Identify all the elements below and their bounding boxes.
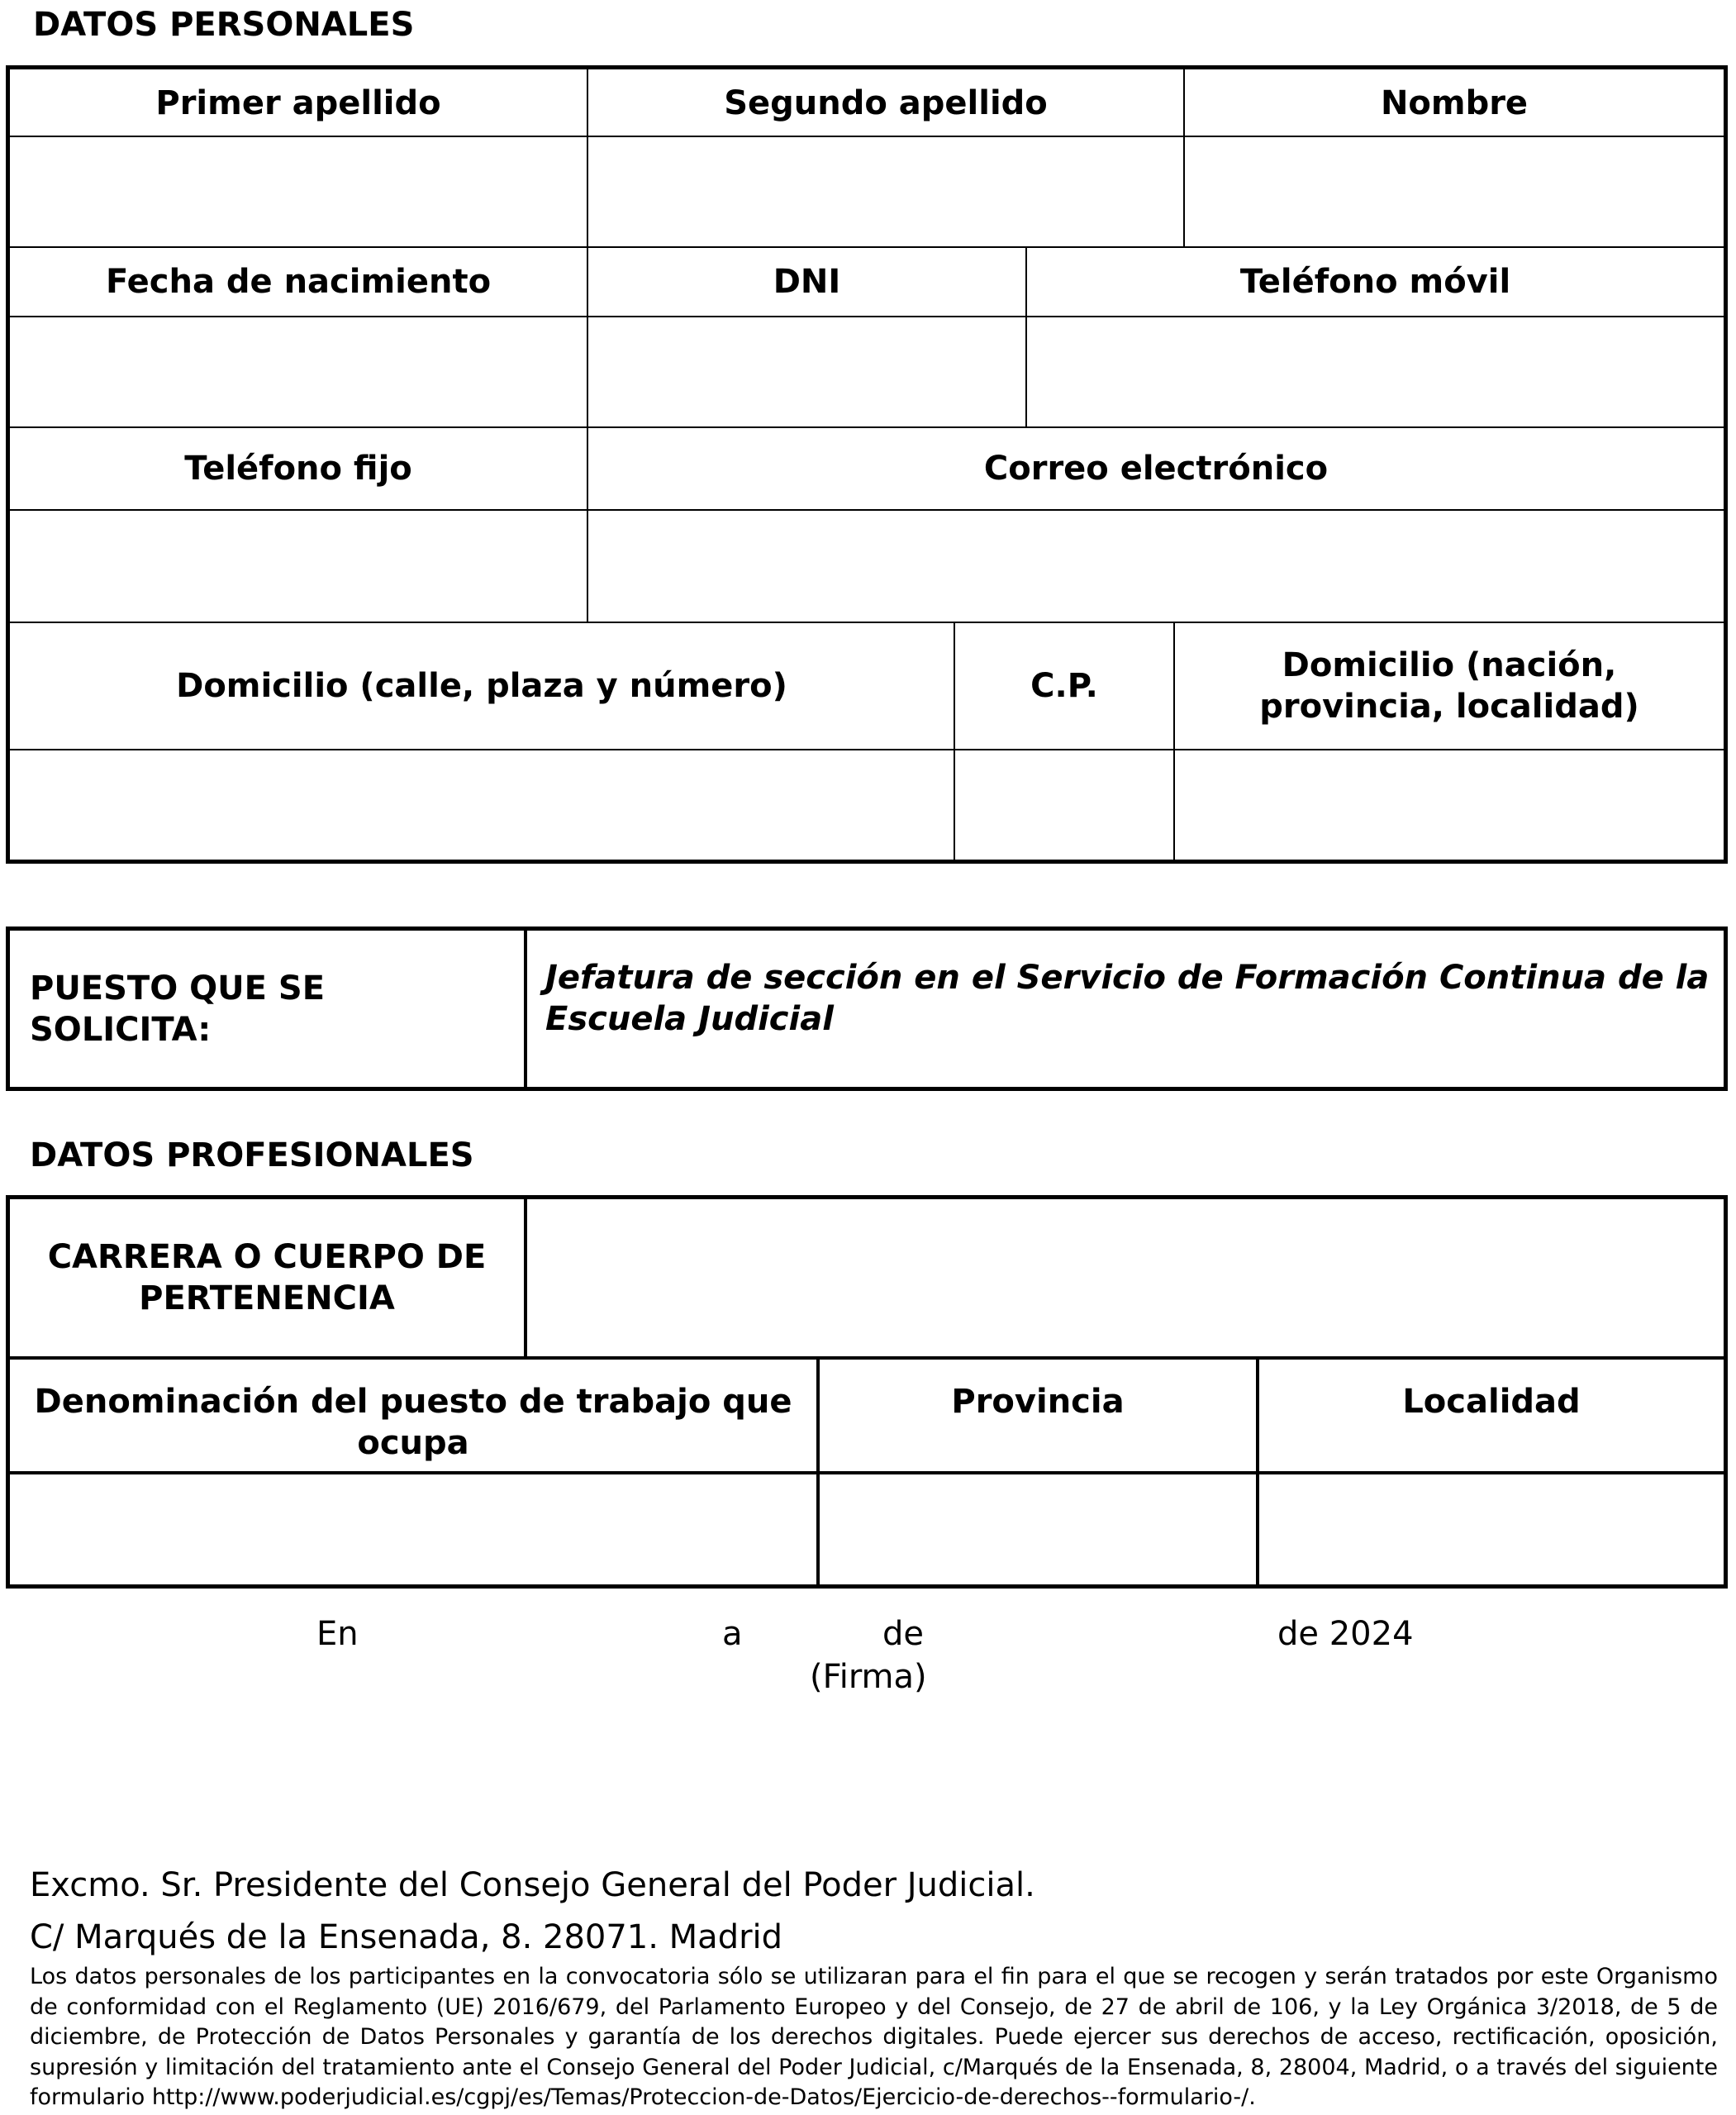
header-provincia: Provincia: [951, 1383, 1125, 1421]
firma-year: de 2024: [1277, 1615, 1414, 1653]
denominacion-field[interactable]: [10, 1474, 816, 1584]
firma-de: de: [882, 1615, 924, 1653]
puesto-value: Jefatura de sección en el Servicio de Formación Continua de la Escuela Judicial: [545, 959, 1710, 1038]
puesto-label: PUESTO QUE SE SOLICITA:: [30, 969, 326, 1049]
localidad-field[interactable]: [1259, 1474, 1724, 1584]
provincia-field[interactable]: [820, 1474, 1256, 1584]
domicilio-nacion-field[interactable]: [1175, 750, 1724, 860]
header-telefono-movil: Teléfono móvil: [1239, 263, 1511, 301]
firma-a: a: [722, 1615, 743, 1653]
header-fecha-nacimiento: Fecha de nacimiento: [105, 263, 492, 301]
cp-field[interactable]: [955, 750, 1173, 860]
header-cp: C.P.: [1030, 667, 1098, 705]
destinatario-line2: C/ Marqués de la Ensenada, 8. 28071. Madrid: [30, 1918, 783, 1956]
correo-field[interactable]: [588, 511, 1724, 622]
header-primer-apellido: Primer apellido: [155, 84, 441, 122]
header-domicilio-calle: Domicilio (calle, plaza y número): [176, 667, 787, 705]
primer-apellido-field[interactable]: [10, 137, 587, 246]
dni-field[interactable]: [588, 317, 1025, 426]
telefono-movil-field[interactable]: [1027, 317, 1724, 426]
carrera-field[interactable]: [527, 1199, 1724, 1356]
header-correo: Correo electrónico: [983, 450, 1329, 488]
destinatario-line1: Excmo. Sr. Presidente del Consejo General del Poder Judicial.: [30, 1866, 1035, 1904]
telefono-fijo-field[interactable]: [10, 511, 587, 622]
header-dni: DNI: [773, 263, 841, 301]
section-title-datos-profesionales: DATOS PROFESIONALES: [30, 1136, 474, 1174]
segundo-apellido-field[interactable]: [588, 137, 1183, 246]
header-nombre: Nombre: [1380, 84, 1529, 122]
domicilio-calle-field[interactable]: [10, 750, 954, 860]
firma-en: En: [316, 1615, 359, 1653]
header-domicilio-nacion: Domicilio (nación, provincia, localidad): [1259, 646, 1639, 726]
header-telefono-fijo: Teléfono fijo: [184, 450, 412, 488]
fecha-nacimiento-field[interactable]: [10, 317, 587, 426]
section-title-datos-personales: DATOS PERSONALES: [33, 6, 415, 44]
firma-label: (Firma): [810, 1658, 927, 1696]
data-protection-notice: Los datos personales de los participantes en la convocatoria sólo se utilizaran para el fin para el que se recogen y serán tratados por este Organismo de conformidad con el Reglamento (UE) 2016/679, del Parlamento Europeo y del Consejo, de 27 de abril de 106, y la Ley Orgánica 3/2018, de 5 de diciembre, de Protección de Datos Personales y garantía de los derechos digitales. Puede ejercer sus derechos de acceso, rectificación, oposición, supresión y limitación del tratamiento ante el Consejo General del Poder Judicial, c/Marqués de la Ensenada, 8, 28004, Madrid, o a través del siguiente formulario http://www.poderjudicial.es/cgpj/es/Temas/Proteccion-de-Datos/Ejercicio-de-derechos--formulario-/.: [30, 1964, 1718, 2110]
header-denominacion: Denominación del puesto de trabajo que ocupa: [34, 1383, 792, 1462]
header-localidad: Localidad: [1402, 1383, 1581, 1421]
nombre-field[interactable]: [1185, 137, 1724, 246]
carrera-label: CARRERA O CUERPO DE PERTENENCIA: [47, 1238, 487, 1317]
header-segundo-apellido: Segundo apellido: [724, 84, 1048, 122]
